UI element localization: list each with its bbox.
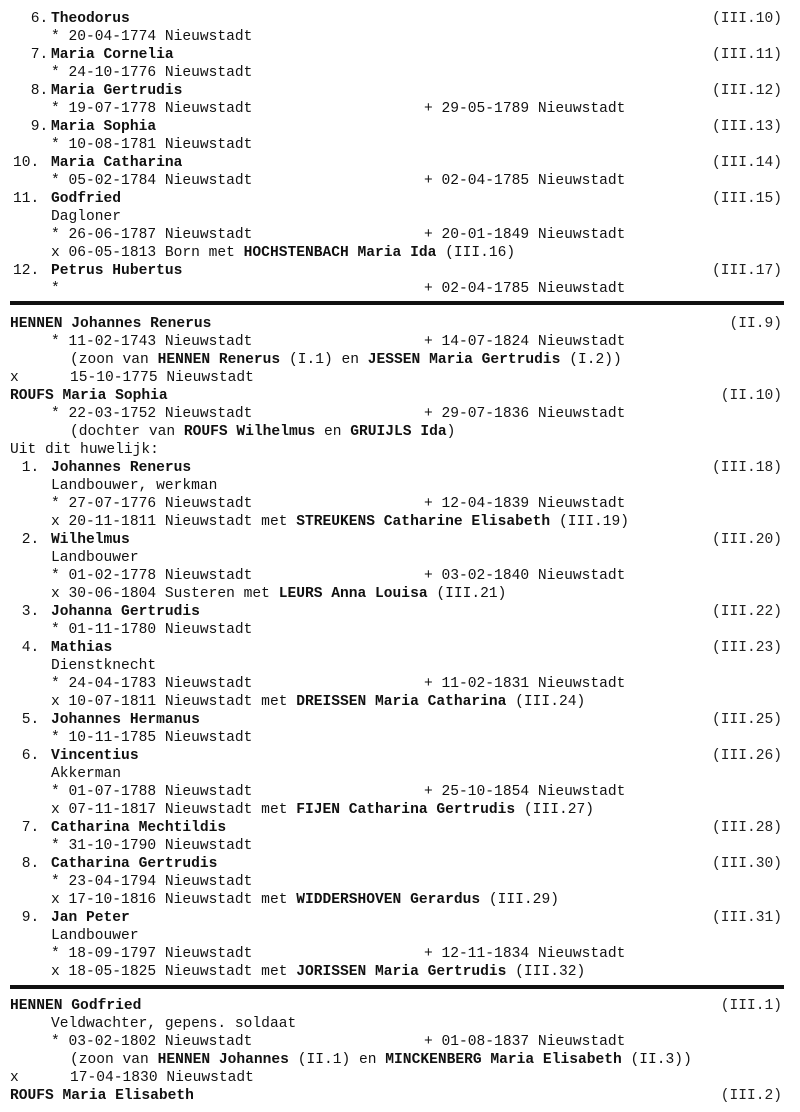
birth-record: * 23-04-1794 Nieuwstadt (51, 874, 253, 890)
marriage-record: x 15-10-1775 Nieuwstadt (10, 370, 254, 386)
reference-code: (III.20) (711, 532, 782, 548)
marriage-record: x 17-10-1816 Nieuwstadt met WIDDERSHOVEN Gerardus (III.29) (51, 892, 559, 908)
child-number: 3. (13, 604, 40, 620)
marriage-record: x 10-07-1811 Nieuwstadt met DREISSEN Maria Catharina (III.24) (51, 694, 586, 710)
child-number: 7. (22, 47, 49, 63)
mother-name: MINCKENBERG Maria Elisabeth (385, 1052, 622, 1068)
death-record: + 11-02-1831 Nieuwstadt (424, 676, 626, 692)
death-record: + 29-07-1836 Nieuwstadt (424, 406, 626, 422)
birth-record: * 26-06-1787 Nieuwstadt (51, 227, 253, 243)
birth-record: * 01-07-1788 Nieuwstadt (51, 784, 253, 800)
spouse-name: FIJEN Catharina Gertrudis (296, 802, 516, 818)
child-name: Maria Catharina (51, 155, 183, 171)
birth-record: * 27-07-1776 Nieuwstadt (51, 496, 253, 512)
reference-code: (III.14) (711, 155, 782, 171)
birth-record: * 11-02-1743 Nieuwstadt (51, 334, 253, 350)
birth-record: * (51, 281, 60, 297)
reference-code: (III.12) (711, 83, 782, 99)
children-heading: Uit dit huwelijk: (10, 442, 159, 458)
death-record: + 12-11-1834 Nieuwstadt (424, 946, 626, 962)
child-number: 2. (13, 532, 40, 548)
wife-name: ROUFS Maria Sophia (10, 388, 168, 404)
reference-code: (III.22) (711, 604, 782, 620)
birth-record: * 01-11-1780 Nieuwstadt (51, 622, 253, 638)
mother-name: JESSEN Maria Gertrudis (367, 352, 561, 368)
birth-record: * 19-07-1778 Nieuwstadt (51, 101, 253, 117)
father-name: HENNEN Renerus (157, 352, 281, 368)
parents-line: (zoon van HENNEN Johannes (II.1) en MINCKENBERG Maria Elisabeth (II.3)) (70, 1052, 692, 1068)
reference-code: (III.30) (711, 856, 782, 872)
marriage-record: x 20-11-1811 Nieuwstadt met STREUKENS Catharine Elisabeth (III.19) (51, 514, 630, 530)
reference-code: (III.26) (711, 748, 782, 764)
child-number: 10. (13, 155, 40, 171)
death-record: + 20-01-1849 Nieuwstadt (424, 227, 626, 243)
spouse-name: LEURS Anna Louisa (278, 586, 428, 602)
child-name: Maria Sophia (51, 119, 157, 135)
death-record: + 01-08-1837 Nieuwstadt (424, 1034, 626, 1050)
father-name: HENNEN Johannes (157, 1052, 289, 1068)
child-number: 12. (13, 263, 40, 279)
marriage-record: x 18-05-1825 Nieuwstadt met JORISSEN Maria Gertrudis (III.32) (51, 964, 586, 980)
marriage-record: x 17-04-1830 Nieuwstadt (10, 1070, 254, 1086)
reference-code: (III.1) (720, 998, 782, 1014)
wife-name: ROUFS Maria Elisabeth (10, 1088, 194, 1104)
spouse-name: DREISSEN Maria Catharina (296, 694, 507, 710)
child-name: Godfried (51, 191, 122, 207)
child-name: Catharina Mechtildis (51, 820, 227, 836)
death-record: + 25-10-1854 Nieuwstadt (424, 784, 626, 800)
birth-record: * 03-02-1802 Nieuwstadt (51, 1034, 253, 1050)
spouse-name: JORISSEN Maria Gertrudis (296, 964, 507, 980)
child-name: Petrus Hubertus (51, 263, 183, 279)
child-number: 6. (13, 748, 40, 764)
child-name: Johannes Renerus (51, 460, 192, 476)
child-name: Theodorus (51, 11, 130, 27)
occupation: Landbouwer (51, 550, 139, 566)
child-number: 11. (13, 191, 40, 207)
section-divider (10, 301, 784, 305)
marriage-record: x 06-05-1813 Born met HOCHSTENBACH Maria Ida (III.16) (51, 245, 516, 261)
birth-record: * 05-02-1784 Nieuwstadt (51, 173, 253, 189)
mother-name: GRUIJLS Ida (350, 424, 447, 440)
marriage-record: x 30-06-1804 Susteren met LEURS Anna Louisa (III.21) (51, 586, 507, 602)
death-record: + 14-07-1824 Nieuwstadt (424, 334, 626, 350)
birth-record: * 01-02-1778 Nieuwstadt (51, 568, 253, 584)
reference-code: (III.23) (711, 640, 782, 656)
child-name: Catharina Gertrudis (51, 856, 218, 872)
father-name: ROUFS Wilhelmus (183, 424, 316, 440)
section-divider (10, 985, 784, 989)
occupation: Veldwachter, gepens. soldaat (51, 1016, 297, 1032)
reference-code: (II.10) (720, 388, 782, 404)
reference-code: (III.17) (711, 263, 782, 279)
reference-code: (III.10) (711, 11, 782, 27)
birth-record: * 10-11-1785 Nieuwstadt (51, 730, 253, 746)
child-name: Johannes Hermanus (51, 712, 200, 728)
birth-record: * 22-03-1752 Nieuwstadt (51, 406, 253, 422)
reference-code: (III.11) (711, 47, 782, 63)
marriage-record: x 07-11-1817 Nieuwstadt met FIJEN Catharina Gertrudis (III.27) (51, 802, 594, 818)
occupation: Landbouwer, werkman (51, 478, 218, 494)
death-record: + 02-04-1785 Nieuwstadt (424, 173, 626, 189)
child-number: 5. (13, 712, 40, 728)
child-number: 4. (13, 640, 40, 656)
parents-line: (dochter van ROUFS Wilhelmus en GRUIJLS Ida) (70, 424, 456, 440)
birth-record: * 20-04-1774 Nieuwstadt (51, 29, 253, 45)
occupation: Dagloner (51, 209, 122, 225)
death-record: + 03-02-1840 Nieuwstadt (424, 568, 626, 584)
death-record: + 29-05-1789 Nieuwstadt (424, 101, 626, 117)
reference-code: (III.31) (711, 910, 782, 926)
parents-line: (zoon van HENNEN Renerus (I.1) en JESSEN Maria Gertrudis (I.2)) (70, 352, 622, 368)
reference-code: (III.13) (711, 119, 782, 135)
death-record: + 12-04-1839 Nieuwstadt (424, 496, 626, 512)
birth-record: * 18-09-1797 Nieuwstadt (51, 946, 253, 962)
child-name: Maria Gertrudis (51, 83, 183, 99)
reference-code: (III.2) (720, 1088, 782, 1104)
occupation: Akkerman (51, 766, 122, 782)
death-record: + 02-04-1785 Nieuwstadt (424, 281, 626, 297)
spouse-name: HOCHSTENBACH Maria Ida (243, 245, 437, 261)
husband-name: HENNEN Godfried (10, 998, 142, 1014)
child-number: 6. (22, 11, 49, 27)
reference-code: (III.18) (711, 460, 782, 476)
child-number: 8. (13, 856, 40, 872)
husband-name: HENNEN Johannes Renerus (10, 316, 212, 332)
birth-record: * 24-10-1776 Nieuwstadt (51, 65, 253, 81)
occupation: Landbouwer (51, 928, 139, 944)
child-name: Mathias (51, 640, 113, 656)
child-name: Jan Peter (51, 910, 130, 926)
child-number: 1. (13, 460, 40, 476)
birth-record: * 24-04-1783 Nieuwstadt (51, 676, 253, 692)
child-name: Wilhelmus (51, 532, 130, 548)
child-number: 9. (13, 910, 40, 926)
reference-code: (II.9) (729, 316, 782, 332)
occupation: Dienstknecht (51, 658, 157, 674)
child-name: Maria Cornelia (51, 47, 174, 63)
spouse-name: WIDDERSHOVEN Gerardus (296, 892, 481, 908)
reference-code: (III.25) (711, 712, 782, 728)
birth-record: * 10-08-1781 Nieuwstadt (51, 137, 253, 153)
child-number: 7. (13, 820, 40, 836)
child-number: 8. (22, 83, 49, 99)
child-name: Vincentius (51, 748, 139, 764)
spouse-name: STREUKENS Catharine Elisabeth (296, 514, 551, 530)
child-number: 9. (22, 119, 49, 135)
child-name: Johanna Gertrudis (51, 604, 200, 620)
birth-record: * 31-10-1790 Nieuwstadt (51, 838, 253, 854)
reference-code: (III.28) (711, 820, 782, 836)
reference-code: (III.15) (711, 191, 782, 207)
